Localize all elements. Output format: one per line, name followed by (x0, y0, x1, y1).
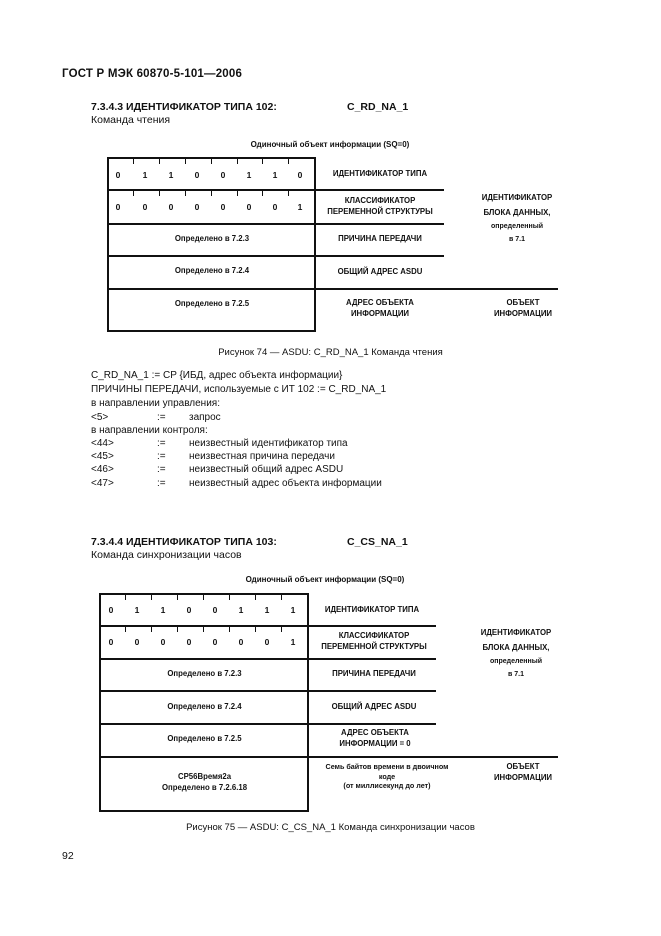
bit-cell: 1 (142, 170, 148, 180)
section-subtitle: Команда чтения (91, 114, 171, 126)
field-label: АДРЕС ОБЪЕКТА ИНФОРМАЦИИ = 0 (339, 728, 411, 748)
object-label: ОБЪЕКТ ИНФОРМАЦИИ (493, 762, 553, 782)
cause-desc: неизвестный адрес объекта информации (189, 478, 382, 489)
row-definition: Определено в 7.2.5 (167, 734, 242, 743)
cause-desc: запрос (189, 412, 221, 423)
figure-caption: Рисунок 74 — ASDU: C_RD_NA_1 Команда чтения (218, 347, 443, 358)
bit-cell: 0 (115, 170, 121, 180)
cause-code: <47> (91, 478, 114, 489)
bit-cell: 0 (194, 202, 200, 212)
figure-caption: Рисунок 75 — ASDU: C_CS_NA_1 Команда синхронизации часов (186, 822, 475, 833)
bit-cell: 0 (264, 637, 270, 647)
text-line: в направлении контроля: (91, 425, 208, 436)
row-definition: Определено в 7.2.3 (174, 234, 250, 243)
cause-desc: неизвестный идентификатор типа (189, 438, 348, 449)
bit-cell: 0 (220, 170, 226, 180)
bit-cell: 1 (272, 170, 278, 180)
bit-cell: 0 (168, 202, 174, 212)
text-line: в направлении управления: (91, 398, 220, 409)
row-definition: Определено в 7.2.3 (167, 669, 242, 678)
bit-cell: 1 (290, 605, 296, 615)
text-line: C_RD_NA_1 := CP {ИБД, адрес объекта информации} (91, 370, 343, 381)
section-number: 7.3.4.4 ИДЕНТИФИКАТОР ТИПА 103: (91, 536, 277, 548)
bit-cell: 1 (246, 170, 252, 180)
cause-desc: неизвестная причина передачи (189, 451, 335, 462)
bit-cell: 0 (212, 605, 218, 615)
bit-cell: 1 (264, 605, 270, 615)
bit-cell: 1 (297, 202, 303, 212)
field-label: ОБЩИЙ АДРЕС ASDU (331, 702, 417, 711)
document-header: ГОСТ Р МЭК 60870-5-101—2006 (62, 68, 243, 80)
bit-cell: 0 (108, 637, 114, 647)
cause-op: := (157, 478, 166, 489)
field-label: ИДЕНТИФИКАТОР ТИПА (324, 605, 420, 614)
cause-code: <5> (91, 412, 109, 423)
bit-cell: 1 (290, 637, 296, 647)
field-label: КЛАССИФИКАТОР ПЕРЕМЕННОЙ СТРУКТУРЫ (321, 631, 427, 651)
bit-cell: 0 (194, 170, 200, 180)
bit-cell: 0 (272, 202, 278, 212)
cause-code: <46> (91, 464, 114, 475)
text-line: ПРИЧИНЫ ПЕРЕДАЧИ, используемые с ИТ 102 := C_RD_NA_1 (91, 384, 387, 395)
table-caption: Одиночный объект информации (SQ=0) (245, 575, 405, 584)
bit-cell: 0 (246, 202, 252, 212)
cause-op: := (157, 438, 166, 449)
bit-cell: 1 (134, 605, 140, 615)
bit-cell: 0 (160, 637, 166, 647)
cause-op: := (157, 412, 166, 423)
field-label: ИДЕНТИФИКАТОР ТИПА (332, 169, 428, 178)
bit-cell: 0 (220, 202, 226, 212)
field-label: АДРЕС ОБЪЕКТА ИНФОРМАЦИИ (346, 298, 414, 318)
field-label: ПРИЧИНА ПЕРЕДАЧИ (332, 669, 416, 678)
cause-code: <45> (91, 451, 114, 462)
bit-cell: 0 (297, 170, 303, 180)
bit-cell: 1 (168, 170, 174, 180)
bit-cell: 0 (115, 202, 121, 212)
section-subtitle: Команда синхронизации часов (91, 549, 242, 561)
field-label: ПРИЧИНА ПЕРЕДАЧИ (338, 234, 422, 243)
row-definition: Определено в 7.2.5 (174, 299, 250, 308)
bit-cell: 0 (108, 605, 114, 615)
time-description: Семь байтов времени в двоичном коде (от миллисекунд до лет) (325, 762, 449, 791)
page-number: 92 (62, 850, 74, 862)
row-definition: Определено в 7.2.4 (174, 266, 250, 275)
section-type-code: C_CS_NA_1 (347, 536, 408, 548)
cause-op: := (157, 451, 166, 462)
bit-cell: 1 (238, 605, 244, 615)
group-label: ИДЕНТИФИКАТОР БЛОКА ДАННЫХ, определенный в 7.1 (481, 193, 553, 244)
section-type-code: C_RD_NA_1 (347, 101, 409, 113)
cause-desc: неизвестный общий адрес ASDU (189, 464, 344, 475)
bit-cell: 0 (134, 637, 140, 647)
table-caption: Одиночный объект информации (SQ=0) (250, 140, 410, 149)
bit-cell: 0 (142, 202, 148, 212)
bit-cell: 0 (212, 637, 218, 647)
bit-cell: 0 (186, 637, 192, 647)
cause-code: <44> (91, 438, 114, 449)
field-label: ОБЩИЙ АДРЕС ASDU (337, 267, 423, 276)
field-label: КЛАССИФИКАТОР ПЕРЕМЕННОЙ СТРУКТУРЫ (327, 196, 433, 216)
object-label: ОБЪЕКТ ИНФОРМАЦИИ (493, 298, 553, 318)
row-definition: Определено в 7.2.4 (167, 702, 242, 711)
bit-cell: 0 (238, 637, 244, 647)
bit-cell: 0 (186, 605, 192, 615)
group-label: ИДЕНТИФИКАТОР БЛОКА ДАННЫХ, определенный в 7.1 (480, 628, 552, 679)
bit-cell: 1 (160, 605, 166, 615)
cause-op: := (157, 464, 166, 475)
time-definition: CP56Время2а Определено в 7.2.6.18 (161, 772, 248, 792)
section-number: 7.3.4.3 ИДЕНТИФИКАТОР ТИПА 102: (91, 101, 277, 113)
